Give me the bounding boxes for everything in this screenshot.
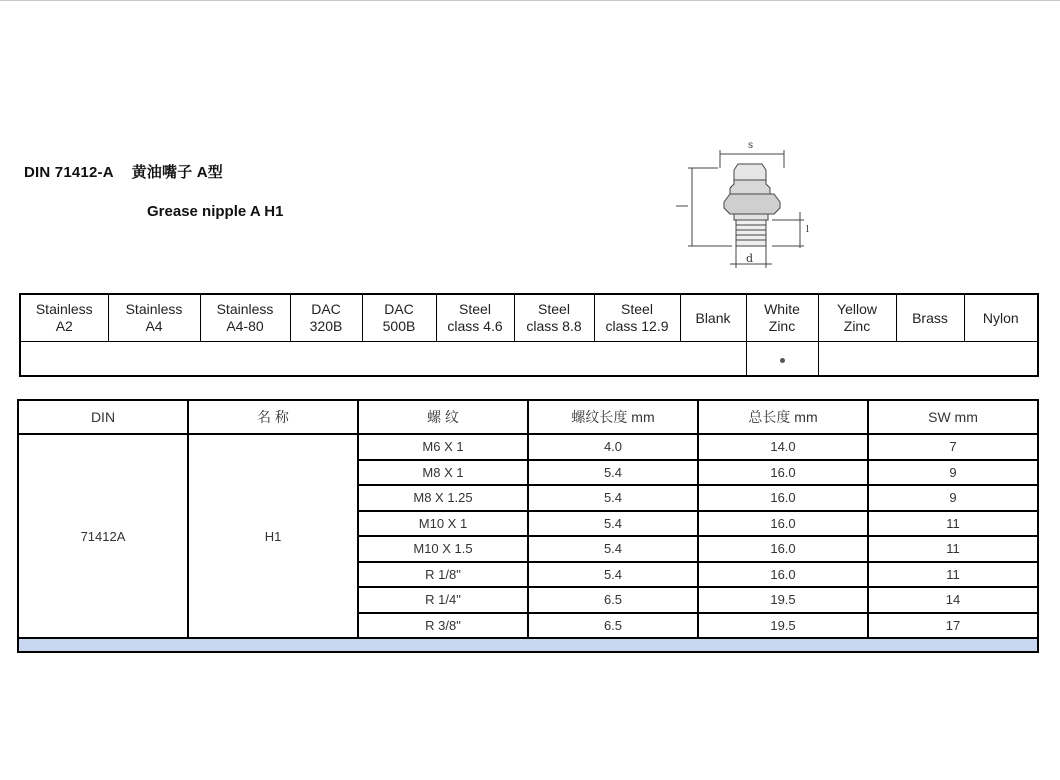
material-header-cell xyxy=(594,294,680,342)
material-header-line2: Zinc xyxy=(768,318,796,334)
thread-length-cell: 5.4 xyxy=(528,562,698,588)
drawing-label-l: l xyxy=(806,225,809,235)
total-length-cell: 16.0 xyxy=(698,485,868,511)
thread-length-cell: 5.4 xyxy=(528,485,698,511)
sw-cell: 9 xyxy=(868,460,1038,486)
material-header-cell xyxy=(964,294,1038,342)
sw-cell: 17 xyxy=(868,613,1038,639)
material-header-cell xyxy=(200,294,290,342)
sw-cell: 14 xyxy=(868,587,1038,613)
total-length-cell: 19.5 xyxy=(698,587,868,613)
material-header-line1: DAC xyxy=(311,301,341,317)
thread-cell: M6 X 1 xyxy=(358,434,528,460)
material-header-line1: Yellow xyxy=(837,301,877,317)
total-length-cell: 16.0 xyxy=(698,536,868,562)
material-header-line1: Stainless xyxy=(35,301,93,317)
material-value-empty xyxy=(818,342,1038,377)
material-header-line2: A4 xyxy=(145,318,163,334)
sw-cell: 11 xyxy=(868,511,1038,537)
thread-length-cell: 5.4 xyxy=(528,511,698,537)
title-code: DIN 71412-A xyxy=(24,164,114,181)
material-header-line2: Zinc xyxy=(843,318,871,334)
material-header-line1: Stainless xyxy=(125,301,183,317)
spec-header-thread-length: 螺纹长度 mm xyxy=(528,400,698,434)
thread-cell: M8 X 1.25 xyxy=(358,485,528,511)
total-length-cell: 14.0 xyxy=(698,434,868,460)
spec-header-thread: 螺 纹 xyxy=(358,400,528,434)
material-table xyxy=(19,293,1039,377)
total-length-cell: 16.0 xyxy=(698,460,868,486)
thread-cell: M10 X 1.5 xyxy=(358,536,528,562)
material-header-cell xyxy=(514,294,594,342)
sw-cell: 7 xyxy=(868,434,1038,460)
material-header-cell xyxy=(290,294,362,342)
material-header-line1: Nylon xyxy=(982,309,1019,326)
material-value-row xyxy=(20,342,1038,377)
thread-length-cell: 5.4 xyxy=(528,460,698,486)
thread-length-cell: 6.5 xyxy=(528,613,698,639)
sw-cell: 11 xyxy=(868,536,1038,562)
material-header-line2: class 12.9 xyxy=(605,318,669,334)
material-header-line2: class 8.8 xyxy=(526,318,582,334)
thread-cell: M8 X 1 xyxy=(358,460,528,486)
material-header-cell xyxy=(680,294,746,342)
spec-header-sw: SW mm xyxy=(868,400,1038,434)
material-header-cell xyxy=(746,294,818,342)
thread-cell: R 3/8" xyxy=(358,613,528,639)
material-header-cell xyxy=(818,294,896,342)
top-border-line xyxy=(0,0,1060,1)
material-header-line1: Stainless xyxy=(216,301,274,317)
thread-cell: R 1/8" xyxy=(358,562,528,588)
material-header-cell xyxy=(896,294,964,342)
material-header-line2: class 4.6 xyxy=(447,318,503,334)
material-header-line1: Steel xyxy=(621,301,653,317)
din-cell: 71412A xyxy=(18,434,188,638)
material-header-line1: DAC xyxy=(384,301,414,317)
thread-cell: M10 X 1 xyxy=(358,511,528,537)
selected-dot-icon xyxy=(780,358,785,363)
page-subtitle: Grease nipple A H1 xyxy=(147,203,284,220)
name-cell: H1 xyxy=(188,434,358,638)
sw-cell: 9 xyxy=(868,485,1038,511)
material-header-cell xyxy=(362,294,436,342)
thread-length-cell: 5.4 xyxy=(528,536,698,562)
grease-nipple-drawing xyxy=(668,136,818,276)
sw-cell: 11 xyxy=(868,562,1038,588)
title-chinese: 黄油嘴子 A型 xyxy=(131,164,223,181)
table-row xyxy=(18,434,1038,460)
spec-header-total-length: 总长度 mm xyxy=(698,400,868,434)
spec-header-name: 名 称 xyxy=(188,400,358,434)
material-value-selected xyxy=(746,342,818,377)
material-header-line1: Brass xyxy=(912,309,948,326)
drawing-label-s: s xyxy=(748,140,754,151)
drawing-label-d: d xyxy=(746,252,754,265)
spec-footer-bar xyxy=(18,638,1038,652)
material-header-line1: Steel xyxy=(538,301,570,317)
material-header-line2: A2 xyxy=(55,318,73,334)
material-header-line2: 320B xyxy=(309,318,343,334)
material-header-cell xyxy=(436,294,514,342)
material-value-empty xyxy=(20,342,746,377)
thread-cell: R 1/4" xyxy=(358,587,528,613)
material-header-cell xyxy=(20,294,108,342)
thread-length-cell: 4.0 xyxy=(528,434,698,460)
page-title xyxy=(24,161,223,182)
spec-table xyxy=(17,399,1039,653)
material-header-line2: A4-80 xyxy=(226,318,264,334)
spec-header-din: DIN xyxy=(18,400,188,434)
material-header-row xyxy=(20,294,1038,342)
material-header-line1: Steel xyxy=(459,301,491,317)
material-header-cell xyxy=(108,294,200,342)
material-header-line2: 500B xyxy=(382,318,416,334)
total-length-cell: 16.0 xyxy=(698,562,868,588)
thread-length-cell: 6.5 xyxy=(528,587,698,613)
material-header-line1: Blank xyxy=(695,309,731,326)
total-length-cell: 19.5 xyxy=(698,613,868,639)
total-length-cell: 16.0 xyxy=(698,511,868,537)
material-header-line1: White xyxy=(764,301,800,317)
